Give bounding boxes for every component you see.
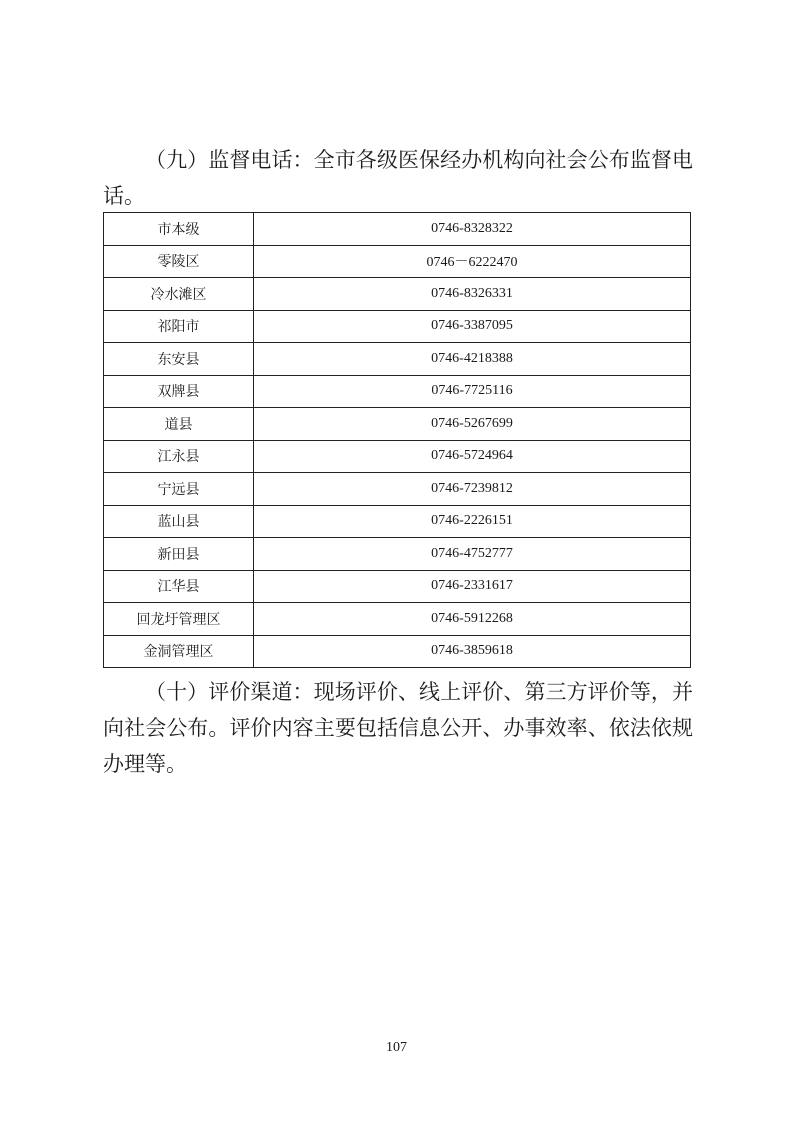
phone-cell: 0746-4218388 <box>254 343 691 376</box>
phone-cell: 0746-2226151 <box>254 505 691 538</box>
region-cell: 江永县 <box>104 440 254 473</box>
phone-cell: 0746-4752777 <box>254 538 691 571</box>
table-row <box>104 603 691 636</box>
table-row <box>104 538 691 571</box>
phone-cell: 0746-2331617 <box>254 570 691 603</box>
table-row <box>104 278 691 311</box>
table-row <box>104 505 691 538</box>
section-10-paragraph: （十）评价渠道：现场评价、线上评价、第三方评价等，并向社会公布。评价内容主要包括信息公开、办事效率、依法依规办理等。 <box>103 680 693 776</box>
supervision-phone-table <box>103 212 691 668</box>
phone-cell: 0746-5724964 <box>254 440 691 473</box>
phone-cell: 0746-8326331 <box>254 278 691 311</box>
phone-cell: 0746-3387095 <box>254 310 691 343</box>
phone-cell: 0746-7725116 <box>254 375 691 408</box>
region-cell: 蓝山县 <box>104 505 254 538</box>
phone-cell: 0746-5267699 <box>254 408 691 441</box>
region-cell: 回龙圩管理区 <box>104 603 254 636</box>
table-row <box>104 408 691 441</box>
phone-cell: 0746-3859618 <box>254 635 691 668</box>
page-number: 107 <box>386 1040 407 1055</box>
phone-cell: 0746-7239812 <box>254 473 691 506</box>
region-cell: 东安县 <box>104 343 254 376</box>
region-cell: 道县 <box>104 408 254 441</box>
phone-cell: 0746-5912268 <box>254 603 691 636</box>
region-cell: 零陵区 <box>104 245 254 278</box>
region-cell: 双牌县 <box>104 375 254 408</box>
region-cell: 冷水滩区 <box>104 278 254 311</box>
table-row <box>104 570 691 603</box>
phone-cell: 0746-8328322 <box>254 213 691 246</box>
region-cell: 金洞管理区 <box>104 635 254 668</box>
table-row <box>104 310 691 343</box>
region-cell: 祁阳市 <box>104 310 254 343</box>
region-cell: 江华县 <box>104 570 254 603</box>
table-row <box>104 245 691 278</box>
table-row <box>104 635 691 668</box>
section-9-paragraph: （九）监督电话：全市各级医保经办机构向社会公布监督电话。 <box>103 148 693 208</box>
region-cell: 宁远县 <box>104 473 254 506</box>
table-row <box>104 440 691 473</box>
region-cell: 新田县 <box>104 538 254 571</box>
table-row <box>104 213 691 246</box>
table-row <box>104 375 691 408</box>
table-row <box>104 473 691 506</box>
phone-cell: 0746－6222470 <box>254 245 691 278</box>
table-row <box>104 343 691 376</box>
region-cell: 市本级 <box>104 213 254 246</box>
